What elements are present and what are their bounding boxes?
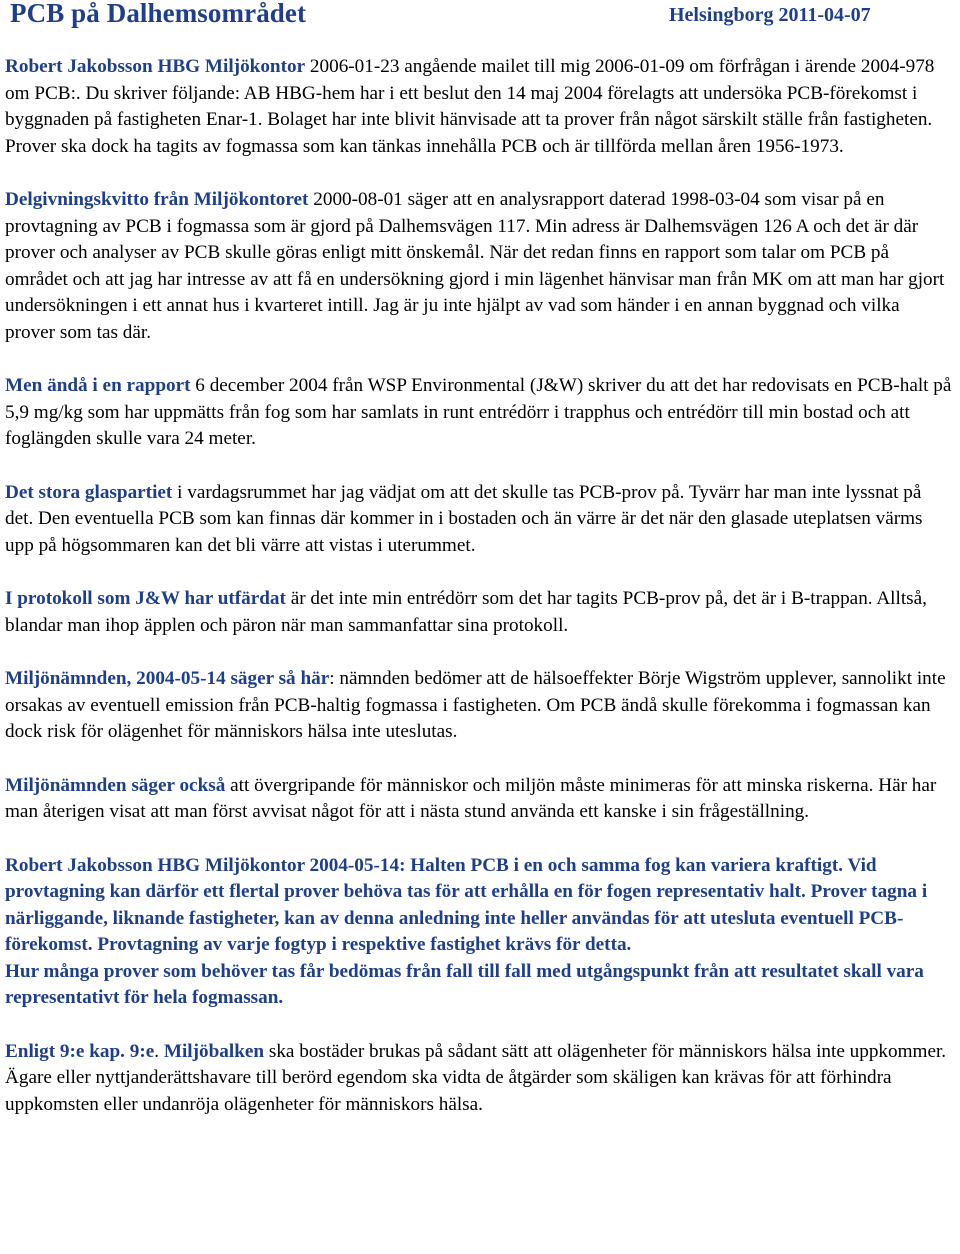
paragraph-final [5, 1039, 954, 1119]
paragraph-6 [5, 666, 954, 746]
paragraph-lead: I protokoll som J&W har utfärdat [5, 588, 286, 609]
paragraph-1 [5, 54, 954, 160]
paragraph-4 [5, 480, 954, 560]
paragraph-3 [5, 373, 954, 453]
paragraph-text: 2006-01-23 angående mailet till mig 2006-01-09 om förfrågan i ärende 2004-978 om PCB:. Du skriver följande: AB HBG-hem har i ett beslut den 14 maj 2004 förelagts att undersöka PCB-förekomst i byggnaden på fastigheten Enar-1. Bolaget har inte blivit hänvisade att ta prover från något särskilt ställe från fastigheten. Prover ska dock ha tagits av fogmassa som kan tänkas innehålla PCB och är tillförda mellan åren 1956-1973. [5, 56, 935, 157]
paragraph-separator: . [154, 1040, 164, 1062]
paragraph-text: 2000-08-01 säger att en analysrapport daterad 1998-03-04 som visar på en provtagning av PCB i fogmassa som är gjord på Dalhemsvägen 117. Min adress är Dalhemsvägen 126 A och det är där prover och analyser av PCB skulle göras enligt mitt önskemål. När det redan finns en rapport som talar om PCB på området och att jag har intresse av att få en undersökning gjord i min lägenhet hänvisar man från MK om att man har gjort undersökningen i ett annat hus i kvarteret intill. Jag är ju inte hjälpt av vad som händer i en annan byggnad och vilka prover som tas där. [5, 189, 945, 343]
paragraph-text: 6 december 2004 från WSP Environmental (J&W) skriver du att det har redovisats en PCB-halt på 5,9 mg/kg som har uppmätts från fog som har samlats in runt entrédörr i trapphus och entrédörr till min bostad och att foglängden skulle vara 24 meter. [5, 375, 952, 449]
paragraph-7 [5, 773, 954, 826]
paragraph-2 [5, 187, 954, 346]
document-header [5, 0, 954, 54]
document-title: PCB på Dalhemsområdet [10, 0, 307, 28]
paragraph-text: är det inte min entrédörr som det har tagits PCB-prov på, det är i B-trappan. Alltså, blandar man ihop äpplen och päron när man sammanfattar sina protokoll. [5, 588, 927, 636]
paragraph-lead: Men ändå i en rapport [5, 375, 191, 396]
bold-quote-1: Robert Jakobsson HBG Miljökontor 2004-05-14: Halten PCB i en och samma fog kan variera kraftigt. Vid provtagning kan därför ett flertal prover behöva tas för att erhålla en för fogen representativ halt. Prover tagna i närliggande, liknande fastigheter, kan av denna anledning inte heller användas för att utesluta eventuell PCB-förekomst. Provtagning av varje fogtyp i respektive fastighet krävs för detta. [5, 854, 928, 955]
bold-quote-2: Hur många prover som behöver tas får bedömas från fall till fall med utgångspunkt från att resultatet skall vara representativt för hela fogmassan. [5, 960, 924, 1008]
document-date: Helsingborg 2011-04-07 [669, 4, 871, 26]
paragraph-text: ska bostäder brukas på sådant sätt att olägenheter för människors hälsa inte uppkommer. Ägare eller nyttjanderättshavare till berörd egendom ska vidta de åtgärder som skäligen kan krävas för att förhindra uppkomsten eller undanröja olägenheter för människors hälsa. [5, 1040, 947, 1115]
paragraph-text: att övergripande för människor och miljön måste minimeras för att minska riskerna. Här har man återigen visat att man först avvisat något för att i nästa stund använda ett kanske i sin frågeställning. [5, 774, 937, 822]
paragraph-lead: Enligt 9:e kap. 9:e [5, 1040, 155, 1062]
paragraph-lead: Delgivningskvitto från Miljökontoret [5, 189, 309, 210]
paragraph-lead: Miljönämnden, 2004-05-14 säger så här [5, 668, 330, 689]
paragraph-lead-2: Miljöbalken [163, 1040, 265, 1062]
paragraph-lead: Robert Jakobsson HBG Miljökontor [5, 56, 306, 77]
paragraph-text: i vardagsrummet har jag vädjat om att det skulle tas PCB-prov på. Tyvärr har man inte lyssnat på det. Den eventuella PCB som kan finnas där kommer in i bostaden och än värre är det när den glasade uteplatsen värms upp på högsommaren kan det bli värre att vistas i uterummet. [5, 481, 923, 556]
paragraph-text: : nämnden bedömer att de hälsoeffekter Börje Wigström upplever, sannolikt inte orsakas av eventuell emission från PCB-haltig fogmassa i fastigheten. Om PCB ändå skulle förekomma i fogmassan kan dock risk för olägenhet för människors hälsa inte uteslutas. [5, 668, 946, 742]
paragraph-lead: Miljönämnden säger också [5, 774, 226, 796]
paragraph-lead: Det stora glaspartiet [5, 481, 173, 503]
paragraph-5 [5, 586, 954, 639]
